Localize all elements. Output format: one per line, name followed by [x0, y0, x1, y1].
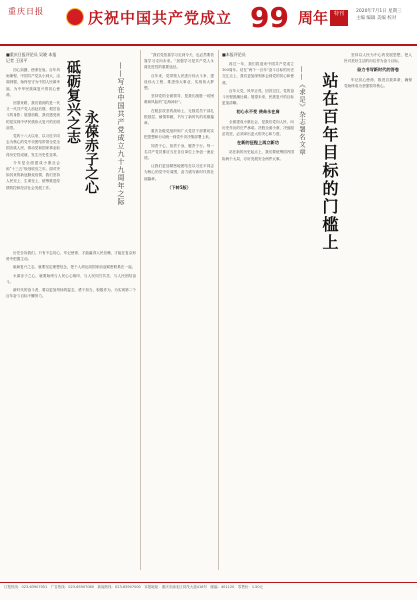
paragraph: “我们党依靠学习走到今天，也必然要依靠学习走向未来。”加强学习是共产党人永葆先进性的重要途径。 — [144, 53, 214, 70]
paragraph: 历史告诉我们，只有不忘初心、牢记使命，才能赢得人民信赖，才能在复杂形势中把握主动。 — [6, 251, 136, 262]
middle-body — [144, 52, 214, 191]
masthead-rule — [0, 45, 417, 46]
issue-editors: 主编 编辑 美编 校对 — [356, 16, 397, 21]
paragraph: 让我们更加紧密地团结在以习近平同志为核心的党中央周围，奋力谱写新时代的壮丽篇章。 — [144, 164, 214, 181]
section-heading: 初心永不变 使命永在肩 — [236, 109, 280, 115]
paragraph: 初心如磐，使命在肩。百年风雨兼程，中国共产党从小到大、由弱到强，始终坚守为中国人民谋幸福、为中华民族谋复兴的初心使命。 — [6, 68, 60, 97]
left-byline: ■重庆日报评论员 吴晓 本报记者 王国平 — [6, 52, 57, 63]
paragraph: 牢记初心使命，推进自我革命，确保党始终成为坚强领导核心。 — [344, 77, 412, 88]
paragraph: 知责于心，担责于身，履责于行。每一名共产党员都应当在各自岗位上争创一流业绩。 — [144, 143, 214, 161]
paragraph: 砥砺复兴之志，就要坚定理想信念，把个人命运同国家前途紧密联系在一起。 — [13, 265, 136, 270]
column-divider — [218, 50, 219, 570]
special-edition-tag: 特刊 — [330, 10, 348, 26]
anniversary-suffix: 周年 — [298, 9, 329, 27]
paragraph: 回望来路，我们看到的是一代又一代共产党人前赴后继、艰苦奋斗的身影；展望前路，我们感受到的是实现中华民族伟大复兴的光明前景。 — [6, 101, 60, 130]
paragraph: 再过一年，我们将迎来中国共产党成立100周年。站在“两个一百年”奋斗目标的历史交汇点上，我们更加深刻体会到党的初心和使命。 — [222, 62, 294, 85]
issue-date: 2020年7月1日 星期三 — [356, 9, 402, 14]
right-body-a — [222, 61, 294, 162]
anniversary-number: 99 — [250, 1, 289, 34]
paragraph: 重庆各级党组织和广大党员干部要切实把思想和行动统一到党中央决策部署上来。 — [144, 129, 214, 140]
paragraph: 新时代的奋斗者，要以更加昂扬的姿态，勇于担当，积极作为，为实现第二个百年奋斗目标不懈努力。 — [6, 288, 136, 299]
page-footer: 订报热线：023-63907051 广告热线：023-63907080 新闻热线：023-63907000 本报地址：重庆市渝北区同茂大道416号 邮编：401120 零售价：1.50元 — [0, 582, 417, 600]
paragraph: 坚持以人民为中心的发展思想，把人民对美好生活的向往作为奋斗目标。 — [344, 53, 412, 64]
paper-logo: 重庆日报 — [8, 7, 44, 16]
paragraph: 百年大党，风华正茂。回首过往，党的奋斗历程波澜壮阔；展望未来，民族复兴的目标更加清晰。 — [222, 88, 294, 106]
right-text-column-b — [344, 52, 412, 570]
paragraph: 在脱贫攻坚的战场上，无数党员干部扎根基层、倾情奉献，书写了新时代的英雄篇章。 — [144, 108, 214, 126]
right-body-b — [344, 52, 412, 89]
paragraph: 百年来，党带领人民进行伟大斗争、建设伟大工程、推进伟大事业、实现伟大梦想。 — [144, 73, 214, 91]
left-headline-a: 砥砺复兴之志 — [65, 60, 81, 144]
right-headline: 站在百年目标的门槛上 — [320, 72, 339, 252]
paragraph: 全面建成小康社会，是我们党向人民、向历史作出的庄严承诺。决胜全面小康、决战脱贫攻坚，必须拿出更大的决心和力度。 — [222, 119, 294, 137]
paragraph: 今年是全面建成小康社会和“十三五”规划收官之年。面对突如其来的新冠肺炎疫情，我们坚持人民至上、生命至上，统筹推进疫情防控和经济社会发展工作。 — [6, 160, 60, 190]
paragraph: 站在新的历史起点上，我们要统筹国内国际两个大局，办好发展安全两件大事。 — [222, 150, 294, 161]
section-heading: 在新的征程上再立新功 — [237, 140, 279, 146]
column-divider — [140, 50, 141, 570]
section-heading: 奋力书写新时代的答卷 — [357, 67, 399, 73]
left-subhead: ——写在中国共产党成立九十九周年之际 — [117, 62, 125, 206]
paragraph: 永葆赤子之心，就要始终与人民心心相印、与人民同甘共苦、与人民团结奋斗。 — [6, 273, 136, 284]
middle-column — [144, 52, 214, 570]
paragraph: 党的十八大以来，以习近平同志为核心的党中央团结带领全党全国各族人民，推动党和国家事业取得历史性成就、发生历史性变革。 — [6, 134, 60, 157]
paragraph: 坚持党的全面领导，是我们战胜一切困难和风险的“定海神针”。 — [144, 94, 214, 105]
party-emblem-icon — [66, 8, 84, 26]
left-headline-b: 永葆赤子之心 — [83, 110, 99, 194]
masthead — [0, 0, 417, 46]
left-body — [6, 67, 60, 191]
anniversary-banner: 庆祝中国共产党成立 — [88, 9, 233, 27]
continued-note: （下转5版） — [167, 184, 191, 190]
right-subhead: ——《求是》杂志署名文章 — [298, 66, 306, 156]
left-lower-body — [6, 250, 136, 299]
left-lower-column — [6, 250, 136, 570]
right-text-column-a — [222, 52, 294, 570]
right-byline: ■本报评论员 — [222, 52, 246, 57]
issue-meta — [356, 8, 412, 22]
